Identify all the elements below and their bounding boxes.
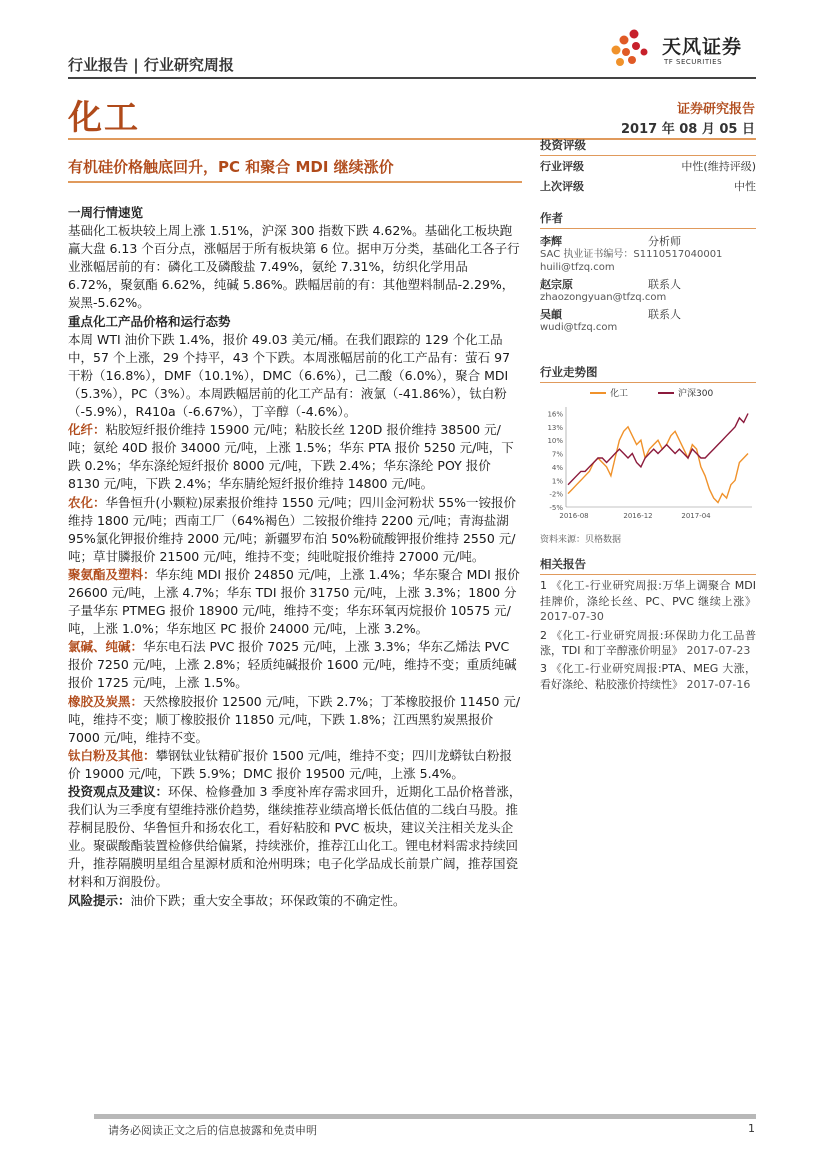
paragraph-chloralkali	[68, 638, 522, 692]
author-name: 李辉	[540, 235, 562, 248]
related-title: 1 《化工-行业研究周报:万华上调聚合 MDI 挂牌价，涤纶长丝、PC、PVC 继续上涨》	[540, 579, 756, 608]
prev-rating-label: 上次评级	[540, 180, 584, 193]
author-name: 赵宗原	[540, 278, 573, 291]
label-chloralkali: 氯碱、纯碱：	[68, 639, 144, 655]
main-content	[68, 204, 522, 910]
related-title: 3 《化工-行业研究周报:PTA、MEG 大涨，看好涤纶、粘胶涨价持续性》	[540, 662, 756, 691]
logo-dots-icon	[608, 22, 656, 70]
related-heading: 相关报告	[540, 557, 756, 575]
paragraph-pu	[68, 566, 522, 638]
author-email[interactable]: huili@tfzq.com	[540, 262, 615, 273]
authors-heading: 作者	[540, 210, 756, 229]
text-rubber: 天然橡胶报价 12500 元/吨，下跌 2.7%；丁苯橡胶报价 11450 元/吨，维持不变；顺丁橡胶报价 11850 元/吨，下跌 1.8%；江西黑豹炭黑报价 7000 元/吨，维持不变。	[68, 693, 521, 745]
rating-heading: 投资评级	[540, 137, 756, 156]
doc-type: 证券研究报告	[676, 102, 755, 117]
y-tick-label: 13%	[547, 423, 563, 432]
author-email[interactable]: wudi@tfzq.com	[540, 322, 618, 333]
y-tick-label: -2%	[549, 490, 563, 499]
paragraph-rubber	[68, 693, 522, 747]
label-risk: 风险提示：	[68, 892, 131, 908]
section-heading-market: 一周行情速览	[68, 205, 144, 220]
footer-rule	[94, 1114, 756, 1119]
text-investment: 环保、检修叠加 3 季度补库存需求回升，近期化工品价格普涨，我们认为三季度有望维持涨价趋势，继续推荐业绩高增长低估值的二线白马股。推荐桐昆股份、华鲁恒升和扬农化工，看好粘胶和 PVC 板块，建议关注相关龙头企业。聚碳酸酯装置检修供给偏紧，持续涨价，推荐江山化工。锂电材料需求持续回升，推荐隔膜明星组合星源材质和沧州明珠；电子化学品成长前景广阔，推荐国瓷材料和万润股份。	[68, 784, 522, 890]
paragraph-titanium	[68, 747, 522, 783]
author-email[interactable]: zhaozongyuan@tfzq.com	[540, 292, 667, 303]
author-cert: SAC 执业证书编号：S1110517040001	[540, 249, 723, 260]
report-headline: 有机硅价格触底回升，PC 和聚合 MDI 继续涨价	[68, 158, 394, 176]
sidebar	[540, 137, 756, 379]
headline-rule	[68, 181, 522, 183]
header-rule	[68, 77, 756, 79]
paragraph-agro	[68, 494, 522, 566]
footer-disclaimer: 请务必阅读正文之后的信息披露和免责申明	[108, 1124, 317, 1137]
paragraph-investment	[68, 783, 522, 892]
company-logo	[608, 22, 768, 74]
x-tick-label: 2016-08	[559, 512, 589, 520]
paragraph-fiber	[68, 421, 522, 493]
legend-label: 沪深300	[678, 389, 714, 399]
related-date: 2017-07-23	[686, 644, 751, 658]
text-pu: 华东纯 MDI 报价 24850 元/吨，上涨 1.4%；华东聚合 MDI 报价 26600 元/吨，上涨 4.7%；华东 TDI 报价 31750 元/吨，上涨 3.3%；1800 分子量华东 PTMEG 报价 18900 元/吨，维持不变；华东环氧丙烷报价 10575 元/吨，上涨 1.0%；华东地区 PC 报价 24000 元/吨，上涨 3.2%。	[68, 566, 520, 637]
paragraph-market: 基础化工板块较上周上涨 1.51%，沪深 300 指数下跌 4.62%。基础化工板块跑赢大盘 6.13 个百分点，涨幅居于所有板块第 6 位。据申万分类，基础化工各子行业涨幅居前的有：磷化工及磷酸盐 7.49%，氨纶 7.31%，纺织化学用品 6.72%，聚氨酯 6.62%，纯碱 5.86%。跌幅居前的有：其他塑料制品-2.29%，炭黑-5.62%。	[68, 223, 520, 311]
industry-trend-chart	[540, 383, 756, 523]
label-agro: 农化：	[68, 494, 106, 510]
trend-heading: 行业走势图	[540, 364, 756, 383]
text-fiber: 粘胶短纤报价维持 15900 元/吨；粘胶长丝 120D 报价维持 38500 元/吨；氨纶 40D 报价 34000 元/吨，上涨 1.5%；华东 PTA 报价 5250 元/吨，下跌 0.2%；华东涤纶短纤报价 8000 元/吨，下跌 2.4%；华东涤纶 POY 报价 8130 元/吨，下跌 2.4%；华东腈纶短纤报价维持 14800 元/吨。	[68, 422, 514, 492]
paragraph-risk	[68, 892, 522, 910]
author-role: 联系人	[648, 278, 681, 291]
logo-text-cn: 天风证券	[662, 36, 743, 58]
related-date: 2017-07-30	[540, 610, 604, 624]
y-tick-label: -5%	[549, 504, 563, 512]
label-pu: 聚氨酯及塑料：	[68, 566, 156, 582]
author-1	[540, 235, 756, 274]
label-rubber: 橡胶及炭黑：	[68, 693, 144, 709]
y-tick-label: 16%	[547, 410, 563, 419]
paragraph-products: 本周 WTI 油价下跌 1.4%，报价 49.03 美元/桶。在我们跟踪的 129 个化工品中，57 个上涨，29 个持平，43 个下跌。本周涨幅居前的化工产品有：萤石 97 干粉（16.8%），DMF（10.1%），DMC（6.6%），己二酸（6.0%），聚合 MDI（5.3%），PC（3%）。本周跌幅居前的化工产品有：液氯（-41.86%），钛白粉（-5.9%），R410a（-6.67%），丁辛醇（-4.6%）。	[68, 331, 511, 420]
report-type: 行业报告 | 行业研究周报	[68, 56, 234, 74]
author-name: 吴頔	[540, 308, 562, 321]
prev-rating-row	[540, 176, 756, 196]
prev-rating-value: 中性	[734, 180, 756, 193]
series-line-csi300	[568, 414, 748, 485]
page-number: 1	[748, 1122, 755, 1135]
author-2	[540, 278, 756, 304]
logo-text-en: TF SECURITIES	[664, 58, 723, 66]
industry-title: 化工	[68, 98, 140, 138]
author-role: 分析师	[648, 235, 681, 248]
y-tick-label: 7%	[551, 450, 563, 459]
rating-row	[540, 156, 756, 176]
label-investment: 投资观点及建议：	[68, 784, 169, 799]
text-chloralkali: 华东电石法 PVC 报价 7025 元/吨，上涨 3.3%；华东乙烯法 PVC 报价 7250 元/吨，上涨 2.8%；轻质纯碱报价 1600 元/吨，维持不变；重质纯碱报价 1725 元/吨，上涨 1.5%。	[68, 639, 517, 691]
text-agro: 华鲁恒升(小颗粒)尿素报价维持 1550 元/吨；四川金河粉状 55%一铵报价维持 1800 元/吨；西南工厂（64%褐色）二铵报价维持 2200 元/吨；青海盐湖 95%氯化钾报价维持 2000 元/吨；新疆罗布泊 50%粉硫酸钾报价维持 2550 元/吨；草甘膦报价 21500 元/吨，维持不变；纯吡啶报价维持 27000 元/吨。	[68, 494, 516, 564]
label-fiber: 化纤：	[68, 422, 106, 438]
author-role: 联系人	[648, 308, 681, 321]
related-report-1[interactable]	[540, 578, 756, 624]
rating-label: 行业评级	[540, 160, 584, 173]
y-tick-label: 10%	[547, 437, 563, 446]
chart-source: 资料来源：贝格数据	[540, 535, 622, 545]
section-heading-products: 重点化工产品价格和运行态势	[68, 313, 231, 329]
related-reports	[540, 557, 756, 692]
text-risk: 油价下跌；重大安全事故；环保政策的不确定性。	[130, 892, 406, 908]
series-line-chemical	[568, 427, 748, 503]
x-tick-label: 2016-12	[623, 512, 653, 520]
label-titanium: 钛白粉及其他：	[68, 747, 156, 763]
author-3	[540, 308, 756, 334]
rating-value: 中性(维持评级)	[681, 160, 756, 173]
related-date: 2017-07-16	[686, 677, 751, 691]
x-tick-label: 2017-04	[681, 512, 711, 520]
text-titanium: 攀钢钛业钛精矿报价 1500 元/吨，维持不变；四川龙蟒钛白粉报价 19000 元/吨，下跌 5.9%；DMC 报价 19500 元/吨，上涨 5.4%。	[68, 747, 512, 781]
trend-chart-svg	[540, 383, 756, 523]
y-tick-label: 4%	[551, 463, 563, 472]
related-report-2[interactable]	[540, 628, 756, 659]
y-tick-label: 1%	[551, 477, 563, 486]
related-report-3[interactable]	[540, 661, 756, 692]
legend-label: 化工	[610, 389, 629, 399]
doc-date: 2017 年 08 月 05 日	[621, 122, 755, 137]
related-title: 2 《化工-行业研究周报:环保助力化工品普涨，TDI 和丁辛醇涨价明显》	[540, 628, 756, 658]
